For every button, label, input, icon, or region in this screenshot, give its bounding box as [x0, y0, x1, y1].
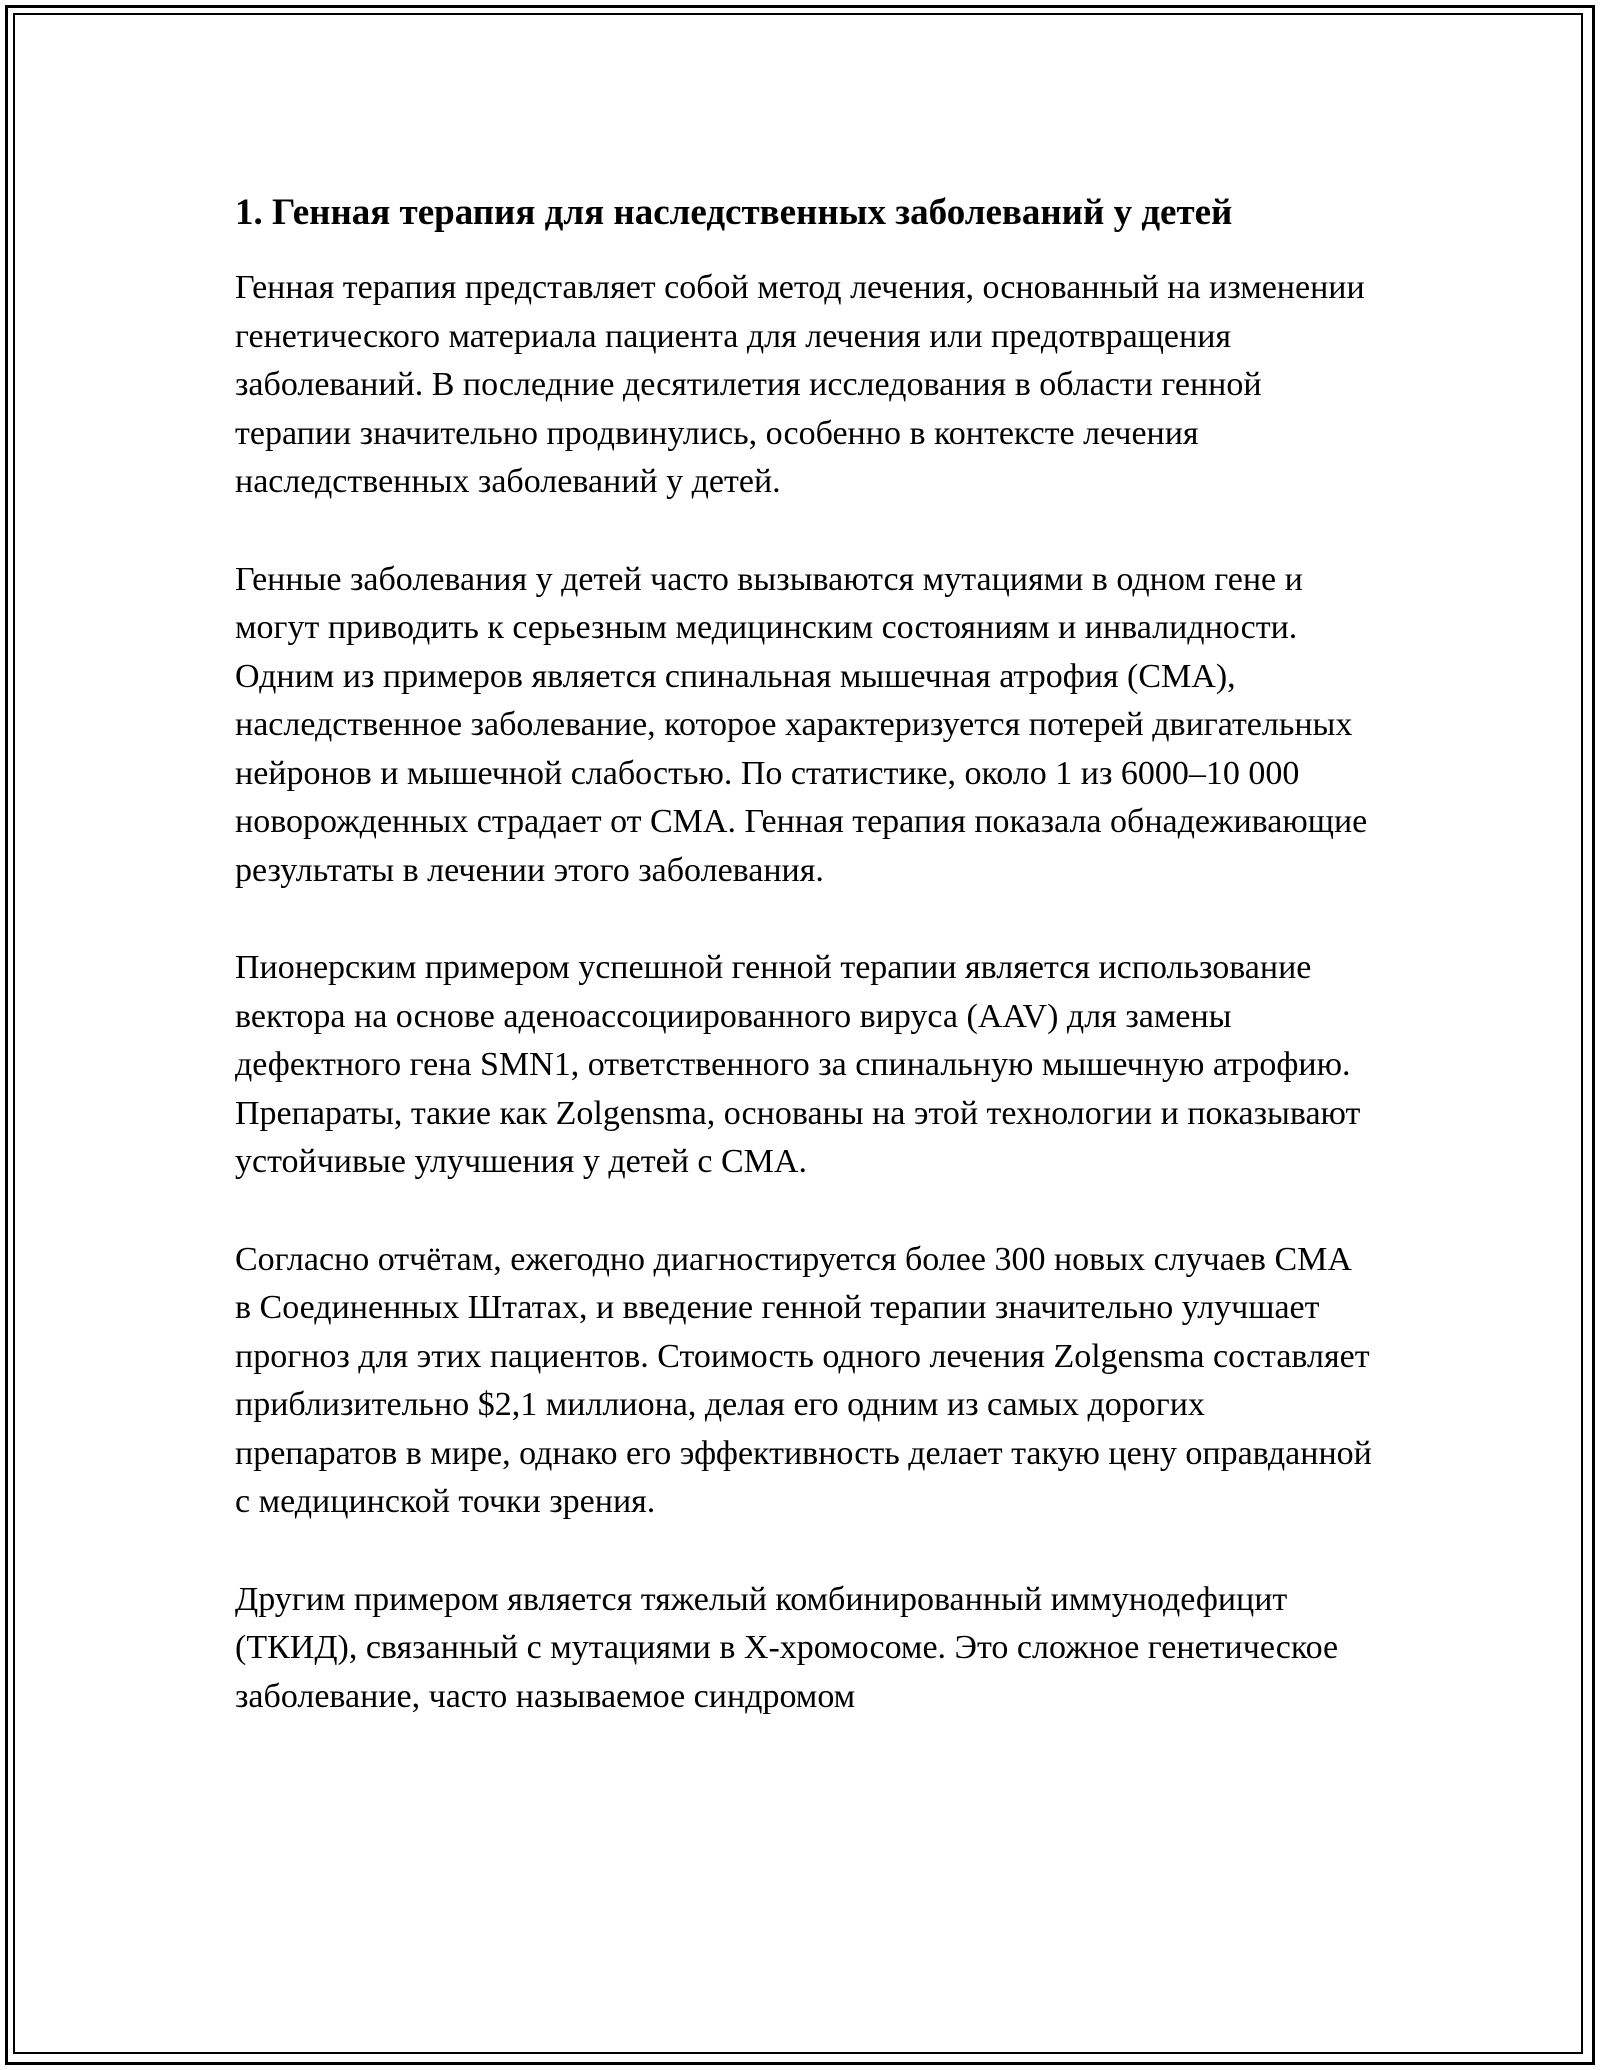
paragraph-cost: Согласно отчётам, ежегодно диагностируется более 300 новых случаев СМА в Соединенных Штатах, и введение генной терапии значительно улучшает прогноз для этих пациентов. Стоимость одного лечения Zolgensma составляет приблизительно $2,1 миллиона, делая его одним из самых дорогих препаратов в мире, однако его эффективность делает такую цену оправданной с медицинской точки зрения. [235, 1240, 1372, 1520]
document-body [235, 185, 1375, 1770]
paragraph-aav: Пионерским примером успешной генной терапии является использование вектора на основе аденоассоциированного вируса (AAV) для замены дефектного гена SMN1, ответственного за спинальную мышечную атрофию. Препараты, такие как Zolgensma, основаны на этой технологии и показывают устойчивые улучшения у детей с СМА. [235, 949, 1361, 1180]
paragraph-sma: Генные заболевания у детей часто вызываются мутациями в одном гене и могут приводить к серьезным медицинским состояниям и инвалидности. Одним из примеров является спинальная мышечная атрофия (СМА), наследственное заболевание, которое характеризуется потерей двигательных нейронов и мышечной слабостью. По статистике, около 1 из 6000–10 000 новорожденных страдает от СМА. Генная терапия показала обнадеживающие результаты в лечении этого заболевания. [235, 560, 1368, 889]
paragraph-scid: Другим примером является тяжелый комбинированный иммунодефицит (ТКИД), связанный с мутациями в X-хромосоме. Это сложное генетическое заболевание, часто называемое синдромом [235, 1580, 1339, 1715]
section-title: 1. Генная терапия для наследственных заболеваний у детей [235, 192, 1233, 233]
paragraph-intro: Генная терапия представляет собой метод лечения, основанный на изменении генетического материала пациента для лечения или предотвращения заболеваний. В последние десятилетия исследования в области генной терапии значительно продвинулись, особенно в контексте лечения наследственных заболеваний у детей. [235, 269, 1365, 500]
